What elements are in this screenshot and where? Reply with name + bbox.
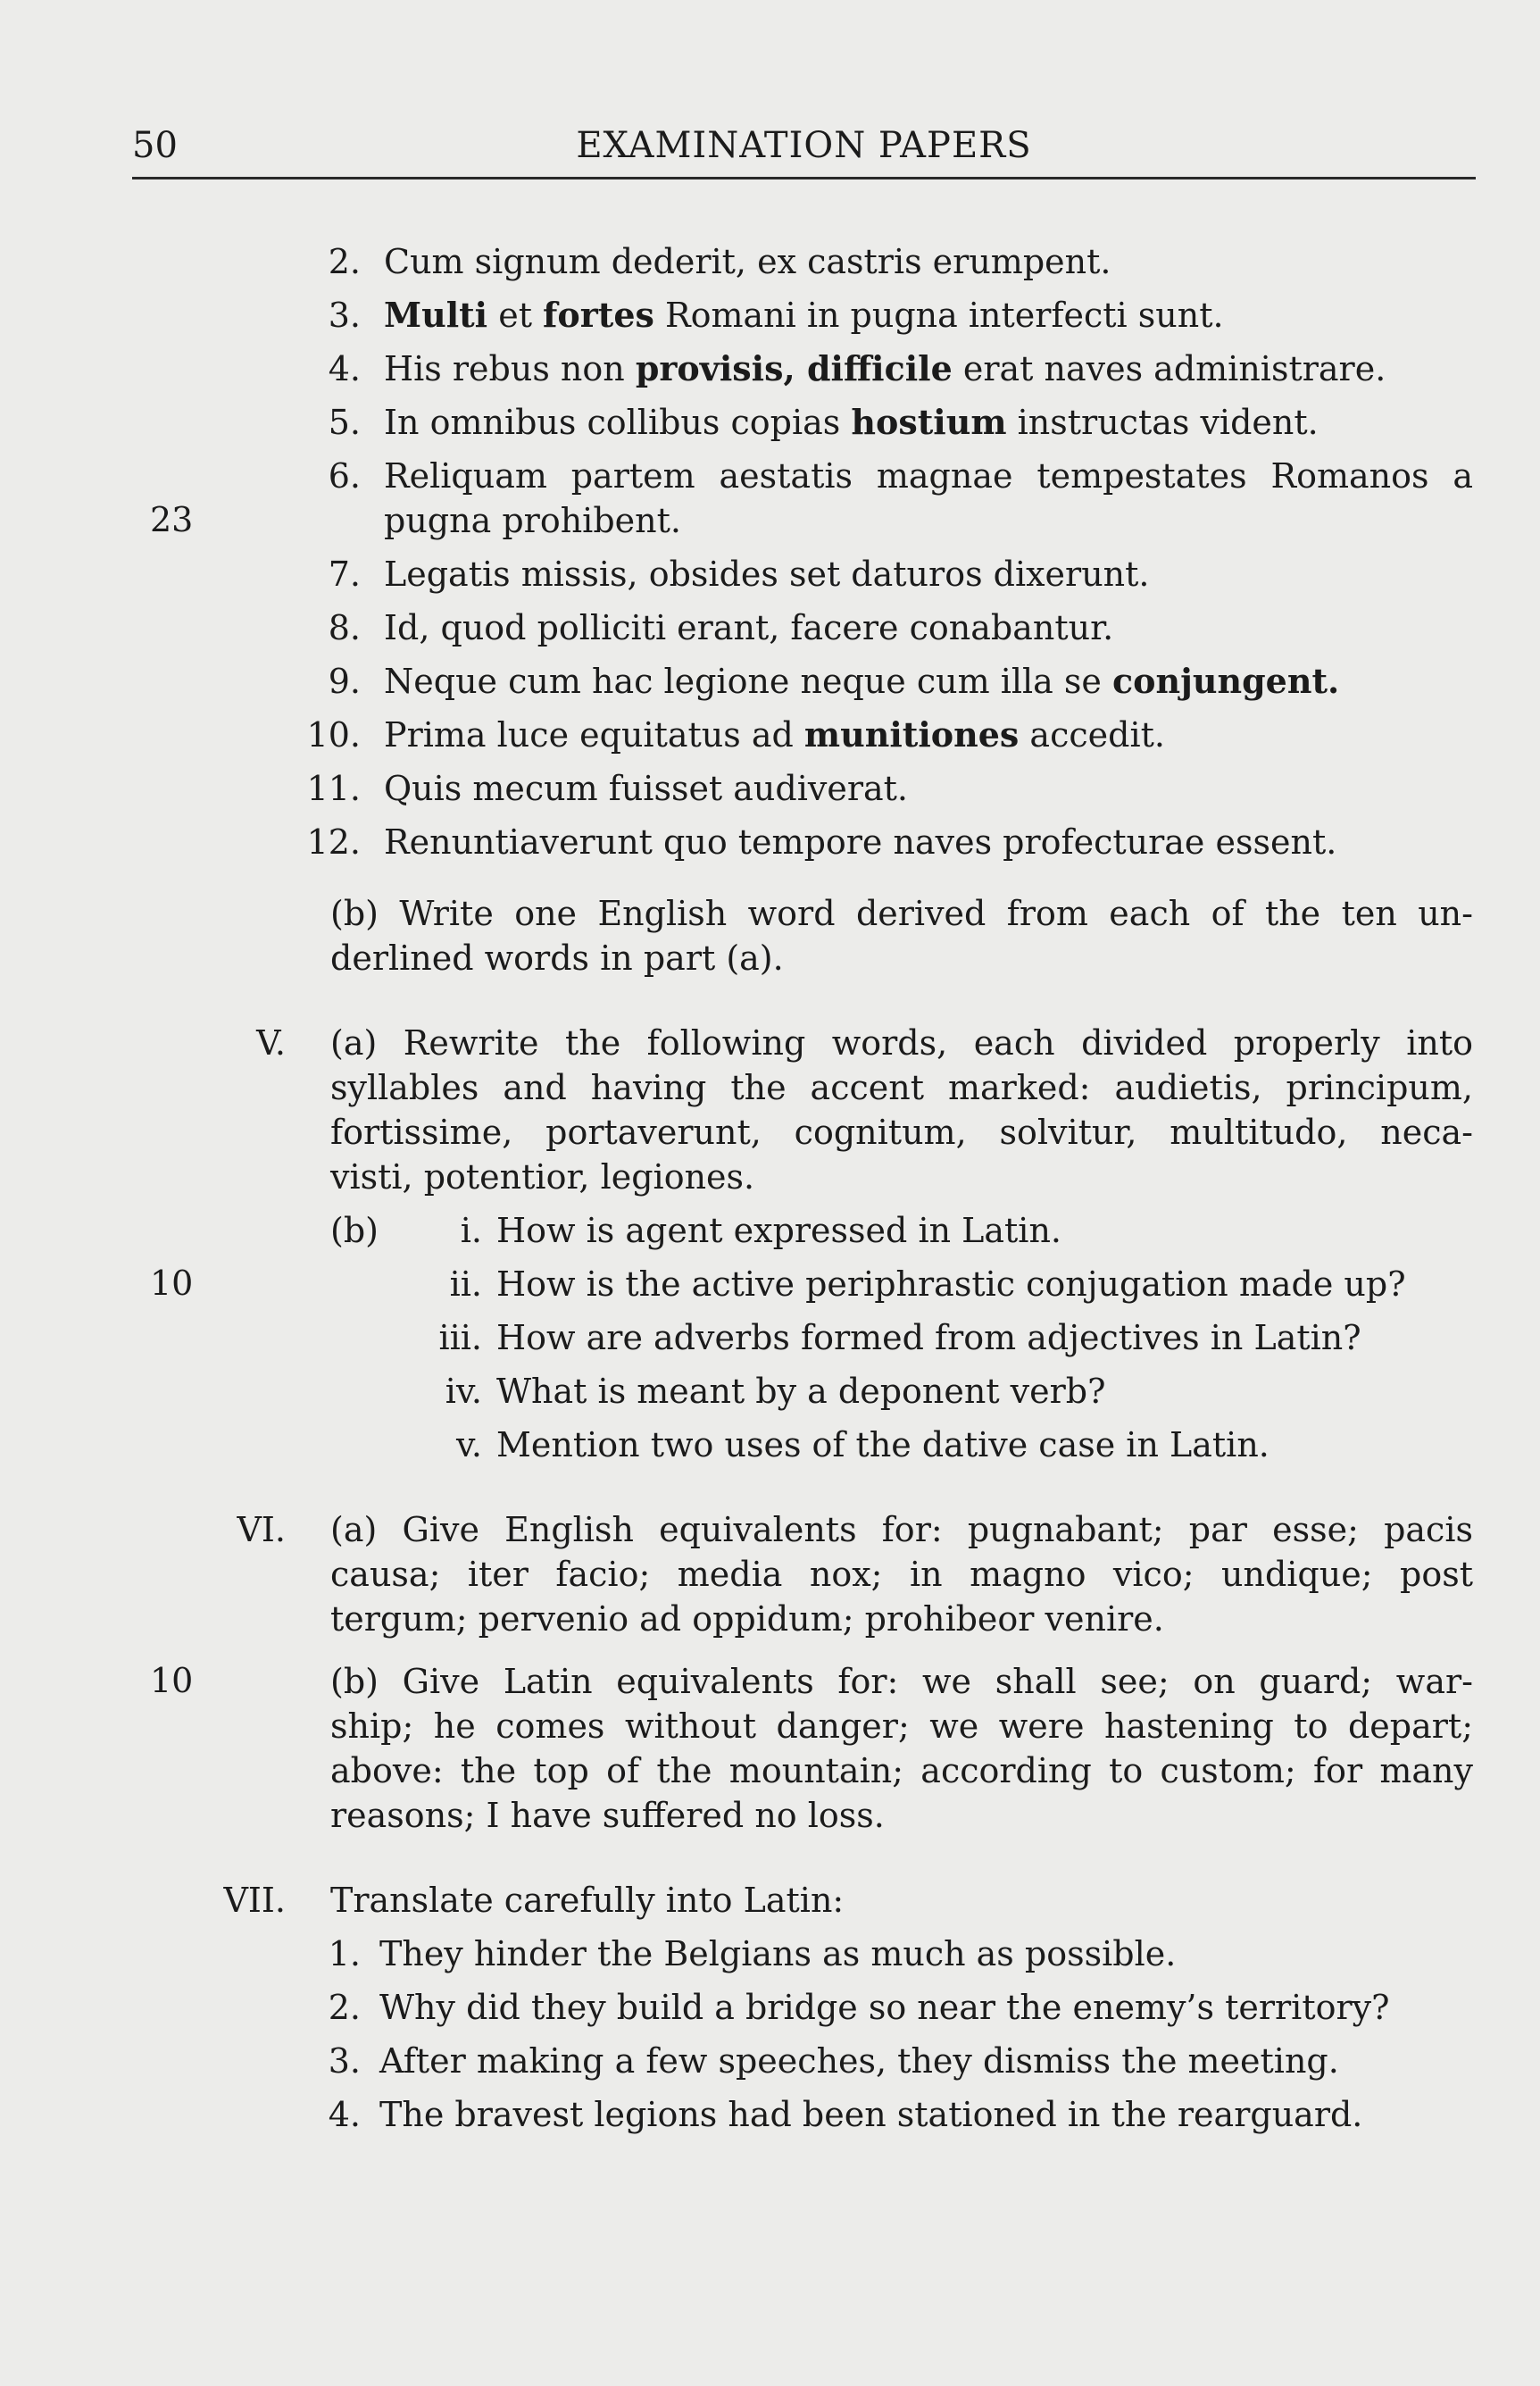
question-number: i.: [460, 1211, 482, 1250]
part-a-line: (a) Give English equivalents for: pugnabant; par esse; pacis: [330, 1510, 1473, 1549]
question-number: v.: [455, 1425, 482, 1464]
section-numeral-v: V.: [256, 1023, 286, 1063]
sentence-text: His rebus non provisis, difficile erat naves administrare.: [384, 348, 1386, 388]
part-b-line: above: the top of the mountain; according to custom; for many: [330, 1751, 1473, 1790]
sentence-number: 8.: [328, 608, 361, 647]
margin-mark-10-vi: 10: [150, 1661, 194, 1700]
part-a-line: causa; iter facio; media nox; in magno vico; undique; post: [330, 1555, 1473, 1594]
part-a-line: syllables and having the accent marked: audietis, principum,: [330, 1068, 1473, 1107]
part-b-line: ship; he comes without danger; we were hastening to depart;: [330, 1706, 1473, 1746]
margin-mark-10-v: 10: [150, 1264, 194, 1303]
sentence-number: 6.: [328, 456, 361, 496]
part-b-line: (b) Give Latin equivalents for: we shall see; on guard; war-: [330, 1662, 1473, 1701]
sentence-number: 5.: [328, 403, 361, 442]
sentence-text: Multi et fortes Romani in pugna interfecti sunt.: [384, 295, 1224, 335]
sentence-number: 11.: [306, 769, 361, 808]
part-a-line: fortissime, portaverunt, cognitum, solvitur, multitudo, neca-: [330, 1113, 1473, 1152]
translation-number: 4.: [328, 2095, 361, 2134]
part-b-label: (b): [330, 1211, 379, 1250]
sentence-text: Renuntiaverunt quo tempore naves profecturae essent.: [384, 822, 1337, 862]
question-text: How is agent expressed in Latin.: [496, 1211, 1062, 1250]
page-title: EXAMINATION PAPERS: [576, 125, 1032, 166]
margin-mark-23: 23: [150, 500, 194, 539]
part-b-line: derlined words in part (a).: [330, 939, 784, 978]
sentence-text: Prima luce equitatus ad munitiones accedit.: [384, 714, 1165, 755]
sentence-number: 7.: [328, 555, 361, 594]
translation-text: They hinder the Belgians as much as possible.: [379, 1934, 1177, 1973]
sentence-text: In omnibus collibus copias hostium instructas vident.: [384, 402, 1319, 442]
part-a-line: visti, potentior, legiones.: [330, 1157, 755, 1197]
question-text: Mention two uses of the dative case in Latin.: [496, 1425, 1269, 1464]
question-number: iii.: [438, 1318, 482, 1357]
section-numeral-vi: VI.: [237, 1510, 286, 1549]
translation-text: After making a few speeches, they dismiss the meeting.: [379, 2041, 1339, 2081]
question-number: ii.: [449, 1264, 482, 1304]
sentence-number: 10.: [306, 715, 361, 755]
sentence-number: 12.: [306, 822, 361, 862]
sentence-text: Quis mecum fuisset audiverat.: [384, 769, 909, 808]
part-a-line: tergum; pervenio ad oppidum; prohibeor venire.: [330, 1599, 1164, 1639]
question-text: How is the active periphrastic conjugation made up?: [496, 1264, 1406, 1304]
question-text: What is meant by a deponent verb?: [496, 1372, 1106, 1411]
part-b-line: reasons; I have suffered no loss.: [330, 1796, 885, 1835]
part-a-line: (a) Rewrite the following words, each divided properly into: [330, 1023, 1473, 1063]
sentence-number: 3.: [328, 296, 361, 335]
section-numeral-vii: VII.: [223, 1881, 286, 1920]
translation-number: 1.: [328, 1934, 361, 1973]
running-head: [132, 123, 1476, 179]
translation-text: Why did they build a bridge so near the enemy’s territory?: [379, 1988, 1390, 2027]
part-b-line: (b) Write one English word derived from each of the ten un-: [330, 894, 1473, 933]
sentence-text: Cum signum dederit, ex castris erumpent.: [384, 242, 1111, 281]
translation-text: The bravest legions had been stationed in the rearguard.: [379, 2095, 1363, 2134]
page-number: 50: [132, 125, 178, 166]
section-heading: Translate carefully into Latin:: [330, 1881, 845, 1920]
sentence-text-continued: pugna prohibent.: [384, 501, 681, 540]
sentence-text: Reliquam partem aestatis magnae tempestates Romanos a: [384, 456, 1473, 496]
sentence-number: 4.: [328, 349, 361, 388]
sentence-text: Id, quod polliciti erant, facere conabantur.: [384, 608, 1114, 647]
question-number: iv.: [445, 1372, 482, 1411]
sentence-text: Legatis missis, obsides set daturos dixerunt.: [384, 555, 1150, 594]
translation-number: 2.: [328, 1988, 361, 2027]
sentence-number: 2.: [328, 242, 361, 281]
sentence-number: 9.: [328, 662, 361, 701]
translation-number: 3.: [328, 2041, 361, 2081]
sentence-text: Neque cum hac legione neque cum illa se conjungent.: [384, 661, 1340, 701]
question-text: How are adverbs formed from adjectives in Latin?: [496, 1318, 1361, 1357]
